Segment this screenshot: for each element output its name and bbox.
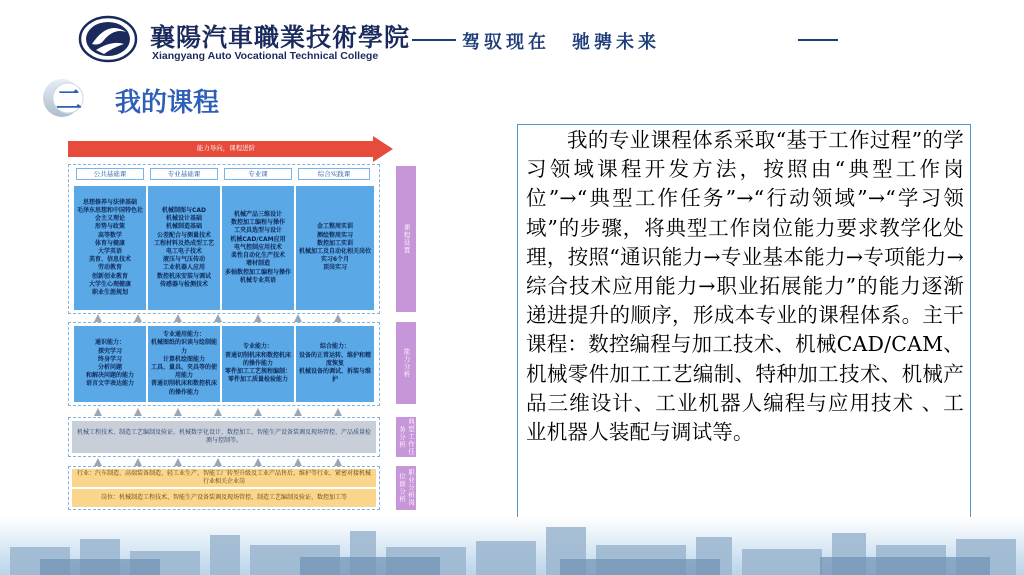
banner-label: 能力导向，课程进阶	[196, 144, 256, 152]
up-arrows-row-3	[68, 458, 380, 466]
school-english-name: Xiangyang Auto Vocational Technical College	[152, 50, 379, 62]
column-header-basic: 专业基础课	[150, 168, 218, 180]
column-header-practice: 综合实践课	[298, 168, 370, 180]
school-name: 襄陽汽車職業技術學院	[150, 23, 411, 52]
motto: 驾驭现在 驰骋未来	[462, 32, 660, 53]
curriculum-diagram	[66, 132, 424, 512]
motto-line-left	[412, 39, 456, 41]
ability-general: 通识能力： 探究学习 终身学习 分析问题 和解决问题的能力 语言文字表达能力	[74, 326, 146, 402]
positions-row: 岗位：机械制造工程技术、智能生产设备装调及现场管控、制造工艺编制及验证、数控加工等	[72, 489, 376, 507]
ability-practice: 综合能力： 设备的正常运转、维护和精度恢复 机械设备的调试、拆装与维护	[296, 326, 374, 402]
section-title: 我的课程	[115, 88, 220, 118]
side-label-ability: 能力分析	[396, 322, 416, 404]
ability-professional: 专业能力： 普通切削机床和数控机床的操作能力 零件加工工艺规程编制： 零件加工质量检验能力	[222, 326, 294, 402]
up-arrows-row-1	[68, 314, 380, 322]
industry-row: 行业：汽车制造、高端装备制造、轻工业生产、智能工厂转型升级及工业产品售后、维护等行业，紧密对接机械行业相关企业岗	[72, 469, 376, 487]
motto-line-right	[798, 39, 838, 41]
ability-basic: 专业通用能力： 机械图纸的识读与绘制能力 计算机绘图能力 工具、量具、夹具等的使用能力 普通切削机床和数控机床的操作能力	[148, 326, 220, 402]
column-header-professional: 专业课	[224, 168, 292, 180]
side-label-task: 典型工作任务分析	[398, 418, 415, 456]
description-text: 我的专业课程体系采取“基于工作过程”的学习领域课程开发方法，按照由“典型工作岗位”→“典型工作任务”→“行动领域”→“学习领域”的步骤，将典型工作岗位能力要求教学化处理，按照“通识能力→专业基本能力→专项能力→综合技术应用能力→职业拓展能力”的能力逐渐递进提升的顺序，形成本专业的课程体系。主干课程：数控编程与加工技术、机械CAD/CAM、机械零件加工工艺编制、特种加工技术、机械产品三维设计、工业机器人编程与应用技术 、工业机器人装配与调试等。	[526, 128, 964, 445]
campus-skyline-illustration	[0, 517, 1024, 575]
up-arrows-row-2	[68, 408, 380, 416]
courses-practice: 金工整周实训 测绘整周实习 数控加工实训 机械加工及自动化相关岗位实习6个月 顶岗实习	[296, 186, 374, 310]
courses-basic: 机械制图与CAD 机械设计基础 机械制造基础 公差配合与测量技术 工程材料及热成型工艺 电工电子技术 液压与气压传动 工业机器人应用 数控机床安装与调试 传感器与检测技术	[148, 186, 220, 310]
courses-general: 思想修养与法律基础 毛泽东思想和中国特色社会主义理论 形势与政策 高等数学 体育与健康 大学英语 美育、信息技术 劳动教育 创新创业教育 大学生心理健康 职业生涯规划	[74, 186, 146, 310]
school-logo	[78, 14, 138, 64]
side-label-curriculum: 课程设置	[396, 166, 416, 312]
section-number: 二	[56, 86, 83, 116]
column-header-general: 公共基础课	[76, 168, 144, 180]
typical-tasks: 机械工程技术、制造工艺编制及验证、机械数字化设计、数控加工、智能生产设备装调及现场管控、产品质量检测与控制等。	[72, 421, 376, 453]
side-label-position: 职业分析岗位群分析	[396, 466, 416, 510]
description-panel	[517, 124, 971, 529]
courses-professional: 机械产品三维设计 数控加工编程与操作 工夹具选型与设计 机械CAD/CAM应用 电气控制应用技术 柔性自动化生产技术 增材制造 多轴数控加工编程与操作 机械专业英语	[222, 186, 294, 310]
